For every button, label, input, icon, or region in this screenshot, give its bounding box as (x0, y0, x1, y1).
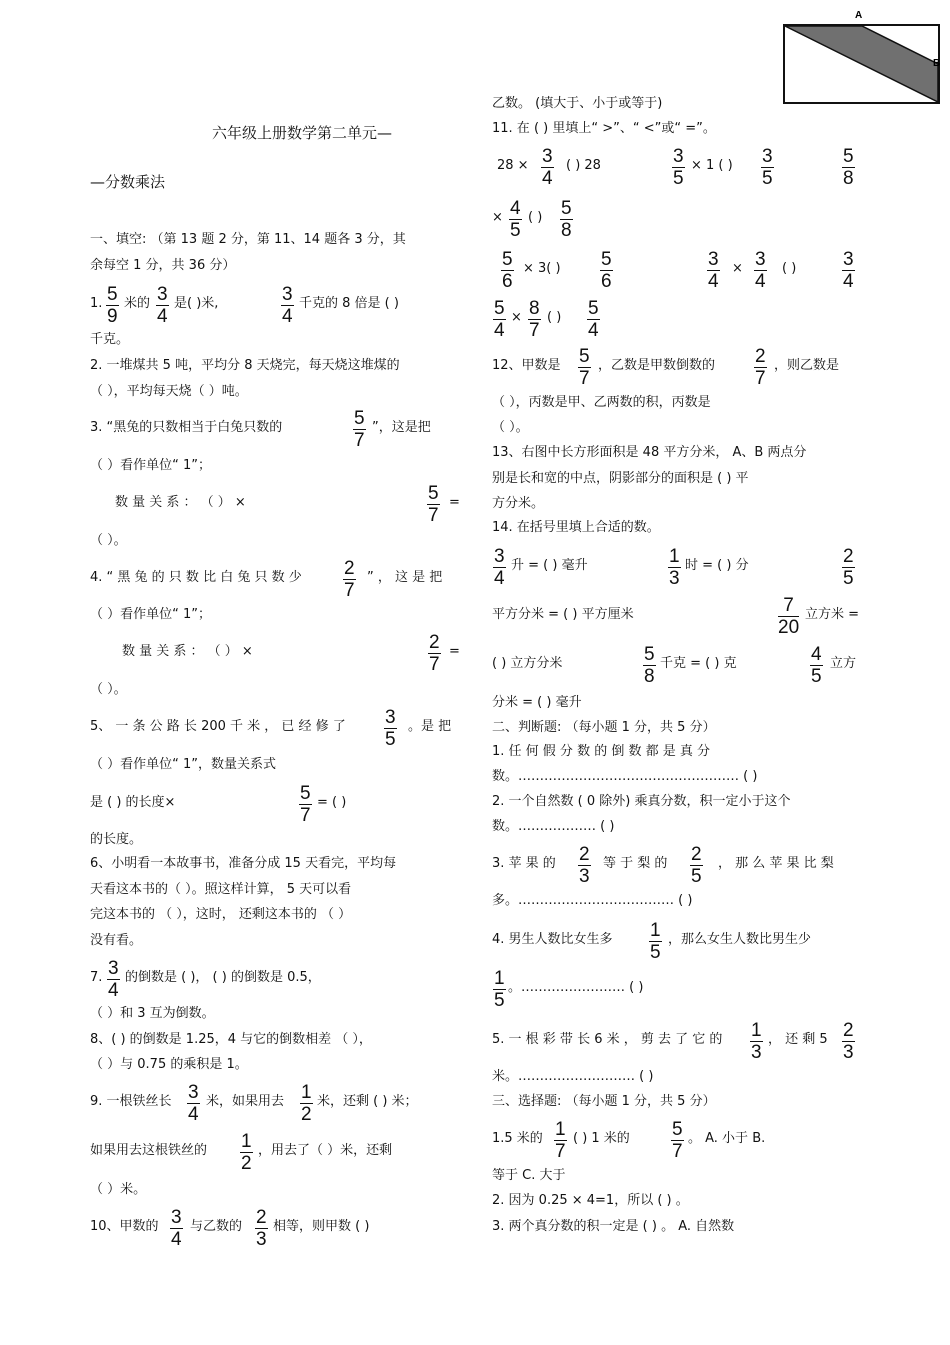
fraction-numerator: 3 (494, 546, 505, 567)
fraction-denominator: 7 (579, 368, 590, 389)
text-line: 数 量 关 系 ： （ ） × (122, 644, 253, 659)
title-line-1: 六年级上册数学第二单元— (212, 124, 393, 142)
text-line: （ ）。 (492, 420, 529, 435)
fraction-denominator: 7 (429, 654, 440, 675)
fraction-denominator: 5 (762, 168, 773, 189)
text-line: （ ）米。 (90, 1182, 147, 1197)
fraction-denominator: 4 (542, 168, 553, 189)
text-line: 千克 = ( ) 克 (660, 656, 737, 671)
text-line: 数 量 关 系 ： （ ） × (115, 495, 246, 510)
text-line: 5、 一 条 公 路 长 200 千 米 ， 已 经 修 了 (90, 719, 346, 734)
fraction (842, 1021, 855, 1062)
fraction (554, 1120, 567, 1161)
text-line: 4. “ 黑 兔 的 只 数 比 白 兔 只 数 少 (90, 570, 302, 585)
fraction-numerator: 2 (344, 558, 355, 579)
fraction (493, 299, 506, 340)
fraction-denominator: 4 (188, 1104, 199, 1125)
fraction-numerator: 3 (385, 707, 396, 728)
fraction-denominator: 5 (385, 729, 396, 750)
text-line: 。…………………… ( ) (508, 980, 644, 995)
text-line: 是( )米, (174, 296, 219, 311)
fraction-numerator: 5 (502, 249, 513, 270)
text-line: ， 还 剩 5 (768, 1032, 828, 1047)
text-line: 11. 在 ( ) 里填上“ >”、“ <”或“ =”。 (492, 121, 716, 136)
text-line: 与乙数的 (190, 1219, 243, 1234)
fraction-denominator: 8 (843, 168, 854, 189)
fraction (501, 250, 514, 291)
text-line: 13、右图中长方形面积是 48 平方分米， A、B 两点分 (492, 445, 807, 460)
fraction (428, 633, 441, 674)
fraction-numerator: 5 (561, 198, 572, 219)
fraction (528, 299, 541, 340)
fraction (750, 1021, 763, 1062)
text-line: × (511, 310, 522, 325)
text-line: × 3( ) (523, 261, 561, 276)
fraction-numerator: 5 (494, 298, 505, 319)
point-b-label: B (933, 58, 941, 69)
fraction (493, 547, 506, 588)
text-line: 分米 = ( ) 毫升 (492, 695, 582, 710)
text-line: 14. 在括号里填上合适的数。 (492, 520, 660, 535)
fraction (240, 1132, 253, 1173)
text-line: ，则乙数是 (774, 358, 840, 373)
text-line: 。 A. 小于 B. (688, 1131, 766, 1146)
text-line: = (449, 495, 460, 510)
fraction-denominator: 2 (301, 1104, 312, 1125)
fraction-denominator: 4 (494, 320, 505, 341)
fraction (353, 409, 366, 450)
text-line: ( ) (528, 210, 543, 225)
point-a-label: A (855, 10, 863, 21)
fraction-denominator: 3 (751, 1042, 762, 1063)
fraction-numerator: 5 (843, 146, 854, 167)
fraction-denominator: 7 (555, 1141, 566, 1162)
fraction (643, 645, 656, 686)
fraction (281, 285, 294, 326)
text-line: 立方 (830, 656, 857, 671)
text-line: 等于 C. 大于 (492, 1168, 566, 1183)
text-line: 乙数。 (填大于、小于或等于) (492, 96, 663, 111)
fraction-denominator: 4 (171, 1229, 182, 1250)
fraction-denominator: 7 (428, 505, 439, 526)
text-line: 9. 一根铁丝长 (90, 1094, 172, 1109)
fraction-denominator: 4 (108, 980, 119, 1001)
fraction-denominator: 9 (107, 306, 118, 327)
fraction (187, 1083, 200, 1124)
text-line: × (732, 261, 743, 276)
text-line: ，乙数是甲数倒数的 (598, 358, 716, 373)
fraction-denominator: 3 (669, 568, 680, 589)
fraction-numerator: 4 (510, 198, 521, 219)
fraction (170, 1208, 183, 1249)
fraction-numerator: 1 (301, 1082, 312, 1103)
fraction (707, 250, 720, 291)
text-line: ， 那 么 苹 果 比 梨 (718, 856, 834, 871)
fraction-numerator: 1 (669, 546, 680, 567)
text-line: （ ）看作单位“ 1”，数量关系式 (90, 757, 277, 772)
fraction (754, 347, 767, 388)
text-line: （ ）看作单位“ 1”； (90, 458, 212, 473)
fraction-denominator: 7 (344, 580, 355, 601)
text-line: 3. 两个真分数的积一定是 ( ) 。 A. 自然数 (492, 1219, 735, 1234)
text-line: ( ) (547, 310, 562, 325)
text-line: 是 ( ) 的长度× (90, 795, 176, 810)
fraction (299, 784, 312, 825)
fraction (509, 199, 522, 240)
fraction-numerator: 3 (282, 284, 293, 305)
text-line: 二、判断题: （每小题 1 分，共 5 分） (492, 720, 716, 735)
fraction (842, 147, 855, 188)
fraction-denominator: 7 (300, 805, 311, 826)
fraction-denominator: 3 (256, 1229, 267, 1250)
fraction-numerator: 2 (843, 546, 854, 567)
text-line: 别是长和宽的中点，阴影部分的面积是 ( ) 平 (492, 471, 749, 486)
text-line: × 1 ( ) (691, 158, 733, 173)
text-line: 1.5 米的 (492, 1131, 543, 1146)
text-line: 2. 一堆煤共 5 吨，平均分 8 天烧完，每天烧这堆煤的 (90, 358, 400, 373)
text-line: 千克。 (90, 332, 130, 347)
fraction-numerator: 2 (429, 632, 440, 653)
text-line: 天看这本书的（ ）。照这样计算， 5 天可以看 (90, 882, 352, 897)
text-line: 8、( ) 的倒数是 1.25，4 与它的倒数相差 （ ）， (90, 1032, 372, 1047)
fraction-numerator: 1 (241, 1131, 252, 1152)
fraction-denominator: 6 (502, 271, 513, 292)
text-line: = (449, 644, 460, 659)
text-line: 一、填空: （第 13 题 2 分，第 11、14 题各 3 分，其 (90, 232, 406, 247)
fraction (761, 147, 774, 188)
text-line: （ ），平均每天烧（ ）吨。 (90, 384, 248, 399)
fraction (343, 559, 356, 600)
text-line: ( ) (782, 261, 797, 276)
fraction (300, 1083, 313, 1124)
fraction-numerator: 5 (107, 284, 118, 305)
fraction-numerator: 8 (529, 298, 540, 319)
fraction-denominator: 4 (843, 271, 854, 292)
fraction (384, 708, 397, 749)
fraction-denominator: 7 (672, 1141, 683, 1162)
text-line: 的倒数是 ( )， ( ) 的倒数是 0.5， (125, 970, 321, 985)
fraction-numerator: 7 (783, 595, 794, 616)
fraction (427, 484, 440, 525)
text-line: （ ）。 (90, 682, 127, 697)
text-line: 多。……………………………… ( ) (492, 893, 693, 908)
text-line: 6、小明看一本故事书，准备分成 15 天看完，平均每 (90, 856, 397, 871)
fraction-denominator: 6 (601, 271, 612, 292)
text-line: 1. (90, 296, 103, 311)
fraction-denominator: 5 (650, 942, 661, 963)
fraction-numerator: 5 (672, 1119, 683, 1140)
text-line: 10、甲数的 (90, 1219, 159, 1234)
text-line: 2. 因为 0.25 × 4=1，所以 ( ) 。 (492, 1193, 689, 1208)
fraction-numerator: 3 (171, 1207, 182, 1228)
fraction-numerator: 3 (542, 146, 553, 167)
fraction-denominator: 4 (282, 306, 293, 327)
fraction (156, 285, 169, 326)
fraction-denominator: 5 (843, 568, 854, 589)
fraction-numerator: 5 (601, 249, 612, 270)
text-line: ”，这是把 (372, 420, 431, 435)
fraction-denominator: 7 (354, 430, 365, 451)
fraction (541, 147, 554, 188)
fraction-denominator: 5 (510, 220, 521, 241)
fraction-numerator: 5 (428, 483, 439, 504)
fraction (810, 645, 823, 686)
text-line: × (492, 210, 503, 225)
text-line: ” ， 这 是 把 (367, 570, 443, 585)
fraction-numerator: 3 (708, 249, 719, 270)
text-line: 时 = ( ) 分 (685, 558, 749, 573)
text-line: 米，还剩 ( ) 米； (317, 1094, 418, 1109)
text-line: 5. 一 根 彩 带 长 6 米 ， 剪 去 了 它 的 (492, 1032, 723, 1047)
text-line: 3. 苹 果 的 (492, 856, 556, 871)
fraction-numerator: 2 (755, 346, 766, 367)
fraction-denominator: 4 (494, 568, 505, 589)
fraction (690, 845, 703, 886)
text-line: 7. (90, 970, 103, 985)
text-line: 立方米 = (805, 607, 860, 622)
fraction (649, 921, 662, 962)
fraction-denominator: 5 (691, 866, 702, 887)
fraction (778, 596, 799, 637)
fraction (754, 250, 767, 291)
fraction-numerator: 3 (762, 146, 773, 167)
text-line: 4. 男生人数比女生多 (492, 932, 613, 947)
text-line: 数。……………… ( ) (492, 819, 615, 834)
text-line: 米，如果用去 (206, 1094, 285, 1109)
fraction-numerator: 3 (673, 146, 684, 167)
fraction (671, 1120, 684, 1161)
fraction-numerator: 1 (494, 968, 505, 989)
fraction-denominator: 7 (529, 320, 540, 341)
fraction-numerator: 3 (755, 249, 766, 270)
fraction (560, 199, 573, 240)
fraction (842, 250, 855, 291)
text-line: （ ）与 0.75 的乘积是 1。 (90, 1057, 248, 1072)
text-line: 升 = ( ) 毫升 (511, 558, 588, 573)
text-line: 的长度。 (90, 832, 143, 847)
text-line: ( ) 立方分米 (492, 656, 563, 671)
fraction-numerator: 5 (300, 783, 311, 804)
fraction-denominator: 5 (811, 666, 822, 687)
text-line: 12、甲数是 (492, 358, 561, 373)
fraction-numerator: 1 (650, 920, 661, 941)
fraction-numerator: 3 (843, 249, 854, 270)
text-line: 相等，则甲数 ( ) (273, 1219, 370, 1234)
fraction-numerator: 5 (354, 408, 365, 429)
text-line: 3. “黑兔的只数相当于白兔只数的 (90, 420, 283, 435)
fraction (578, 347, 591, 388)
text-line: = ( ) (317, 795, 347, 810)
fraction-denominator: 4 (755, 271, 766, 292)
fraction (587, 299, 600, 340)
fraction-denominator: 5 (494, 990, 505, 1011)
text-line: 米。……………………… ( ) (492, 1069, 654, 1084)
text-line: 。是 把 (408, 719, 452, 734)
text-line: ( ) 28 (566, 158, 601, 173)
fraction-numerator: 1 (751, 1020, 762, 1041)
text-line: 2. 一个自然数 ( 0 除外) 乘真分数，积一定小于这个 (492, 794, 791, 809)
text-line: 数。…………………………………………… ( ) (492, 769, 758, 784)
fraction-denominator: 20 (778, 617, 800, 638)
rectangle-diagram (783, 6, 943, 110)
text-line: 三、选择题: （每小题 1 分，共 5 分） (492, 1094, 716, 1109)
fraction-numerator: 5 (579, 346, 590, 367)
text-line: 28 × (497, 158, 529, 173)
text-line: 米的 (124, 296, 151, 311)
fraction-numerator: 1 (555, 1119, 566, 1140)
fraction-numerator: 4 (811, 644, 822, 665)
fraction (107, 959, 120, 1000)
fraction-denominator: 7 (755, 368, 766, 389)
text-line: （ ），丙数是甲、乙两数的积，丙数是 (492, 395, 711, 410)
fraction-numerator: 3 (108, 958, 119, 979)
fraction-numerator: 3 (188, 1082, 199, 1103)
fraction-numerator: 3 (157, 284, 168, 305)
text-line: （ ）。 (90, 533, 127, 548)
text-line: 没有看。 (90, 933, 143, 948)
fraction-numerator: 2 (579, 844, 590, 865)
text-line: （ ）和 3 互为倒数。 (90, 1006, 215, 1021)
fraction (842, 547, 855, 588)
fraction (255, 1208, 268, 1249)
text-line: ，那么女生人数比男生少 (668, 932, 812, 947)
fraction-denominator: 5 (673, 168, 684, 189)
title-line-2: —分数乘法 (90, 173, 166, 191)
fraction-denominator: 2 (241, 1153, 252, 1174)
text-line: 1. 任 何 假 分 数 的 倒 数 都 是 真 分 (492, 744, 710, 759)
fraction-denominator: 3 (843, 1042, 854, 1063)
fraction (668, 547, 681, 588)
fraction (672, 147, 685, 188)
text-line: ( ) 1 米的 (573, 1131, 630, 1146)
fraction-numerator: 2 (843, 1020, 854, 1041)
fraction-denominator: 4 (588, 320, 599, 341)
text-line: ，用去了（ ）米，还剩 (258, 1143, 393, 1158)
fraction-numerator: 2 (256, 1207, 267, 1228)
text-line: 方分米。 (492, 496, 545, 511)
fraction-denominator: 4 (157, 306, 168, 327)
fraction (493, 969, 506, 1010)
fraction-denominator: 8 (644, 666, 655, 687)
text-line: 平方分米 = ( ) 平方厘米 (492, 607, 634, 622)
text-line: 如果用去这根铁丝的 (90, 1143, 208, 1158)
text-line: 千克的 8 倍是 ( ) (299, 296, 399, 311)
fraction-numerator: 5 (644, 644, 655, 665)
fraction-numerator: 5 (588, 298, 599, 319)
fraction-denominator: 3 (579, 866, 590, 887)
fraction-denominator: 4 (708, 271, 719, 292)
fraction-numerator: 2 (691, 844, 702, 865)
fraction (600, 250, 613, 291)
text-line: 余每空 1 分，共 36 分） (90, 258, 236, 273)
fraction (106, 285, 119, 326)
fraction-denominator: 8 (561, 220, 572, 241)
text-line: 等 于 梨 的 (603, 856, 668, 871)
text-line: （ ）看作单位“ 1”； (90, 607, 212, 622)
text-line: 完这本书的 （ ），这时， 还剩这本书的 （ ） (90, 907, 352, 922)
fraction (578, 845, 591, 886)
